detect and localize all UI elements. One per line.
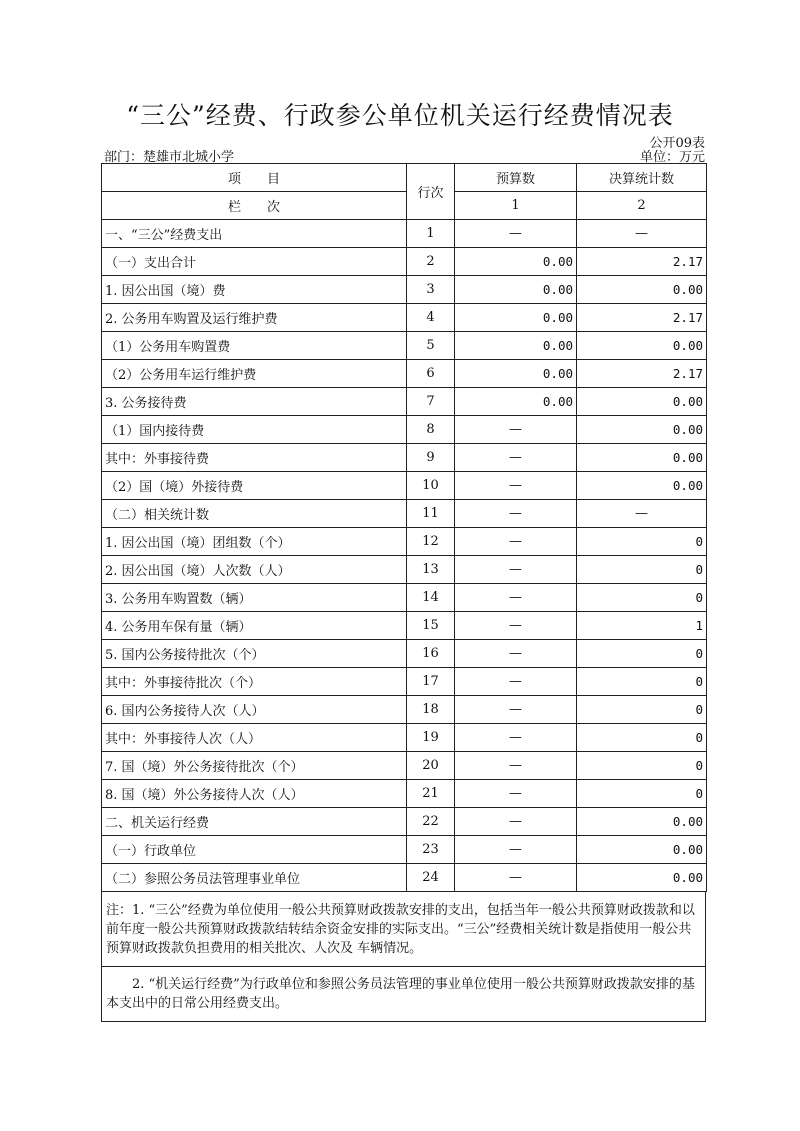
row-item-name: （二）相关统计数 <box>102 500 407 528</box>
row-budget-value: 0.00 <box>455 360 577 388</box>
row-budget-value: 0.00 <box>455 276 577 304</box>
row-budget-value: — <box>455 780 577 808</box>
row-number: 2 <box>407 248 455 276</box>
row-number: 10 <box>407 472 455 500</box>
row-actual-value: 2.17 <box>577 248 707 276</box>
row-number: 3 <box>407 276 455 304</box>
row-number: 19 <box>407 724 455 752</box>
row-number: 11 <box>407 500 455 528</box>
table-row <box>102 780 707 808</box>
table-row <box>102 864 707 892</box>
row-item-name: （一）行政单位 <box>102 836 407 864</box>
row-actual-value: 0.00 <box>577 276 707 304</box>
row-actual-value: 2.17 <box>577 304 707 332</box>
header-actual: 决算统计数 <box>577 164 707 192</box>
row-budget-value: — <box>455 864 577 892</box>
row-budget-value: — <box>455 584 577 612</box>
table-row <box>102 360 707 388</box>
department-label: 部门：楚雄市北城小学 <box>104 150 235 165</box>
row-number: 16 <box>407 640 455 668</box>
row-budget-value: — <box>455 668 577 696</box>
row-number: 17 <box>407 668 455 696</box>
note-2: 2. “机关运行经费”为行政单位和参照公务员法管理的事业单位使用一般公共预算财政拨款安排的基本支出中的日常公用经费支出。 <box>106 977 695 1011</box>
row-actual-value: 0 <box>577 584 707 612</box>
row-number: 15 <box>407 612 455 640</box>
row-budget-value: — <box>455 556 577 584</box>
table-row <box>102 220 707 248</box>
table-row <box>102 248 707 276</box>
row-actual-value: 0 <box>577 556 707 584</box>
header-column-index: 栏 次 <box>102 192 407 220</box>
row-item-name: 8. 国（境）外公务接待人次（人） <box>102 780 407 808</box>
row-item-name: 其中：外事接待人次（人） <box>102 724 407 752</box>
row-item-name: 一、“三公”经费支出 <box>102 220 407 248</box>
header-item: 项 目 <box>102 164 407 192</box>
row-number: 4 <box>407 304 455 332</box>
row-actual-value: 0 <box>577 780 707 808</box>
row-budget-value: — <box>455 500 577 528</box>
table-column-number-row <box>102 192 707 220</box>
row-actual-value: 0.00 <box>577 332 707 360</box>
row-item-name: （1）国内接待费 <box>102 416 407 444</box>
table-row <box>102 472 707 500</box>
row-actual-value: 0.00 <box>577 864 707 892</box>
row-number: 18 <box>407 696 455 724</box>
row-budget-value: — <box>455 696 577 724</box>
table-row <box>102 444 707 472</box>
row-actual-value: 0.00 <box>577 388 707 416</box>
row-actual-value: 2.17 <box>577 360 707 388</box>
table-row <box>102 752 707 780</box>
row-actual-value: 0 <box>577 668 707 696</box>
row-item-name: 其中：外事接待费 <box>102 444 407 472</box>
row-number: 24 <box>407 864 455 892</box>
row-actual-value: 0 <box>577 752 707 780</box>
row-number: 12 <box>407 528 455 556</box>
table-row <box>102 584 707 612</box>
notes-box <box>101 891 706 1022</box>
table-row <box>102 808 707 836</box>
row-budget-value: — <box>455 752 577 780</box>
header-row-no: 行次 <box>407 164 455 220</box>
table-row <box>102 416 707 444</box>
row-budget-value: 0.00 <box>455 388 577 416</box>
row-number: 9 <box>407 444 455 472</box>
row-number: 23 <box>407 836 455 864</box>
row-number: 20 <box>407 752 455 780</box>
page-title: “三公”经费、行政参公单位机关运行经费情况表 <box>126 101 674 130</box>
row-actual-value: 0.00 <box>577 808 707 836</box>
row-budget-value: — <box>455 836 577 864</box>
table-row <box>102 640 707 668</box>
row-actual-value: — <box>577 500 707 528</box>
table-row <box>102 696 707 724</box>
row-budget-value: — <box>455 444 577 472</box>
row-number: 7 <box>407 388 455 416</box>
row-item-name: 其中：外事接待批次（个） <box>102 668 407 696</box>
row-budget-value: — <box>455 220 577 248</box>
row-budget-value: 0.00 <box>455 304 577 332</box>
row-number: 14 <box>407 584 455 612</box>
row-item-name: 7. 国（境）外公务接待批次（个） <box>102 752 407 780</box>
row-item-name: （1）公务用车购置费 <box>102 332 407 360</box>
row-item-name: 5. 国内公务接待批次（个） <box>102 640 407 668</box>
row-item-name: 二、机关运行经费 <box>102 808 407 836</box>
row-budget-value: — <box>455 808 577 836</box>
row-budget-value: — <box>455 612 577 640</box>
row-item-name: 6. 国内公务接待人次（人） <box>102 696 407 724</box>
table-row <box>102 332 707 360</box>
row-actual-value: 0.00 <box>577 416 707 444</box>
row-number: 8 <box>407 416 455 444</box>
row-number: 22 <box>407 808 455 836</box>
row-actual-value: 0 <box>577 724 707 752</box>
budget-column-number: 1 <box>455 192 577 220</box>
row-budget-value: 0.00 <box>455 332 577 360</box>
table-row <box>102 500 707 528</box>
table-row <box>102 724 707 752</box>
table-row <box>102 556 707 584</box>
table-row <box>102 668 707 696</box>
row-item-name: 3. 公务用车购置数（辆） <box>102 584 407 612</box>
row-actual-value: 1 <box>577 612 707 640</box>
header-budget: 预算数 <box>455 164 577 192</box>
table-row <box>102 276 707 304</box>
row-number: 21 <box>407 780 455 808</box>
row-item-name: 2. 因公出国（境）人次数（人） <box>102 556 407 584</box>
row-item-name: 1. 因公出国（境）团组数（个） <box>102 528 407 556</box>
row-actual-value: 0 <box>577 640 707 668</box>
row-item-name: （二）参照公务员法管理事业单位 <box>102 864 407 892</box>
row-budget-value: — <box>455 472 577 500</box>
row-number: 13 <box>407 556 455 584</box>
table-row <box>102 304 707 332</box>
row-number: 6 <box>407 360 455 388</box>
row-actual-value: 0 <box>577 528 707 556</box>
note-1: 注：1. “三公”经费为单位使用一般公共预算财政拨款安排的支出，包括当年一般公共预算财政拨款和以前年度一般公共预算财政拨款结转结余资金安排的实际支出。“三公”经费相关统计数是指使用一般公共预算财政拨款负担费用的相关批次、人次及 车辆情况。 <box>102 891 705 967</box>
table-row <box>102 388 707 416</box>
row-actual-value: 0 <box>577 696 707 724</box>
row-actual-value: 0.00 <box>577 836 707 864</box>
row-item-name: （一）支出合计 <box>102 248 407 276</box>
table-header-row <box>102 164 707 192</box>
row-actual-value: 0.00 <box>577 472 707 500</box>
row-item-name: 3. 公务接待费 <box>102 388 407 416</box>
unit-label: 单位：万元 <box>639 150 705 165</box>
row-number: 1 <box>407 220 455 248</box>
table-row <box>102 528 707 556</box>
row-budget-value: — <box>455 416 577 444</box>
row-item-name: 4. 公务用车保有量（辆） <box>102 612 407 640</box>
row-budget-value: — <box>455 724 577 752</box>
table-row <box>102 612 707 640</box>
expense-table <box>101 163 707 892</box>
row-actual-value: 0.00 <box>577 444 707 472</box>
row-item-name: 2. 公务用车购置及运行维护费 <box>102 304 407 332</box>
form-code: 公开09表 <box>649 136 705 151</box>
table-row <box>102 836 707 864</box>
row-item-name: 1. 因公出国（境）费 <box>102 276 407 304</box>
row-budget-value: 0.00 <box>455 248 577 276</box>
row-item-name: （2）公务用车运行维护费 <box>102 360 407 388</box>
row-item-name: （2）国（境）外接待费 <box>102 472 407 500</box>
actual-column-number: 2 <box>577 192 707 220</box>
row-budget-value: — <box>455 640 577 668</box>
row-actual-value: — <box>577 220 707 248</box>
row-budget-value: — <box>455 528 577 556</box>
row-number: 5 <box>407 332 455 360</box>
